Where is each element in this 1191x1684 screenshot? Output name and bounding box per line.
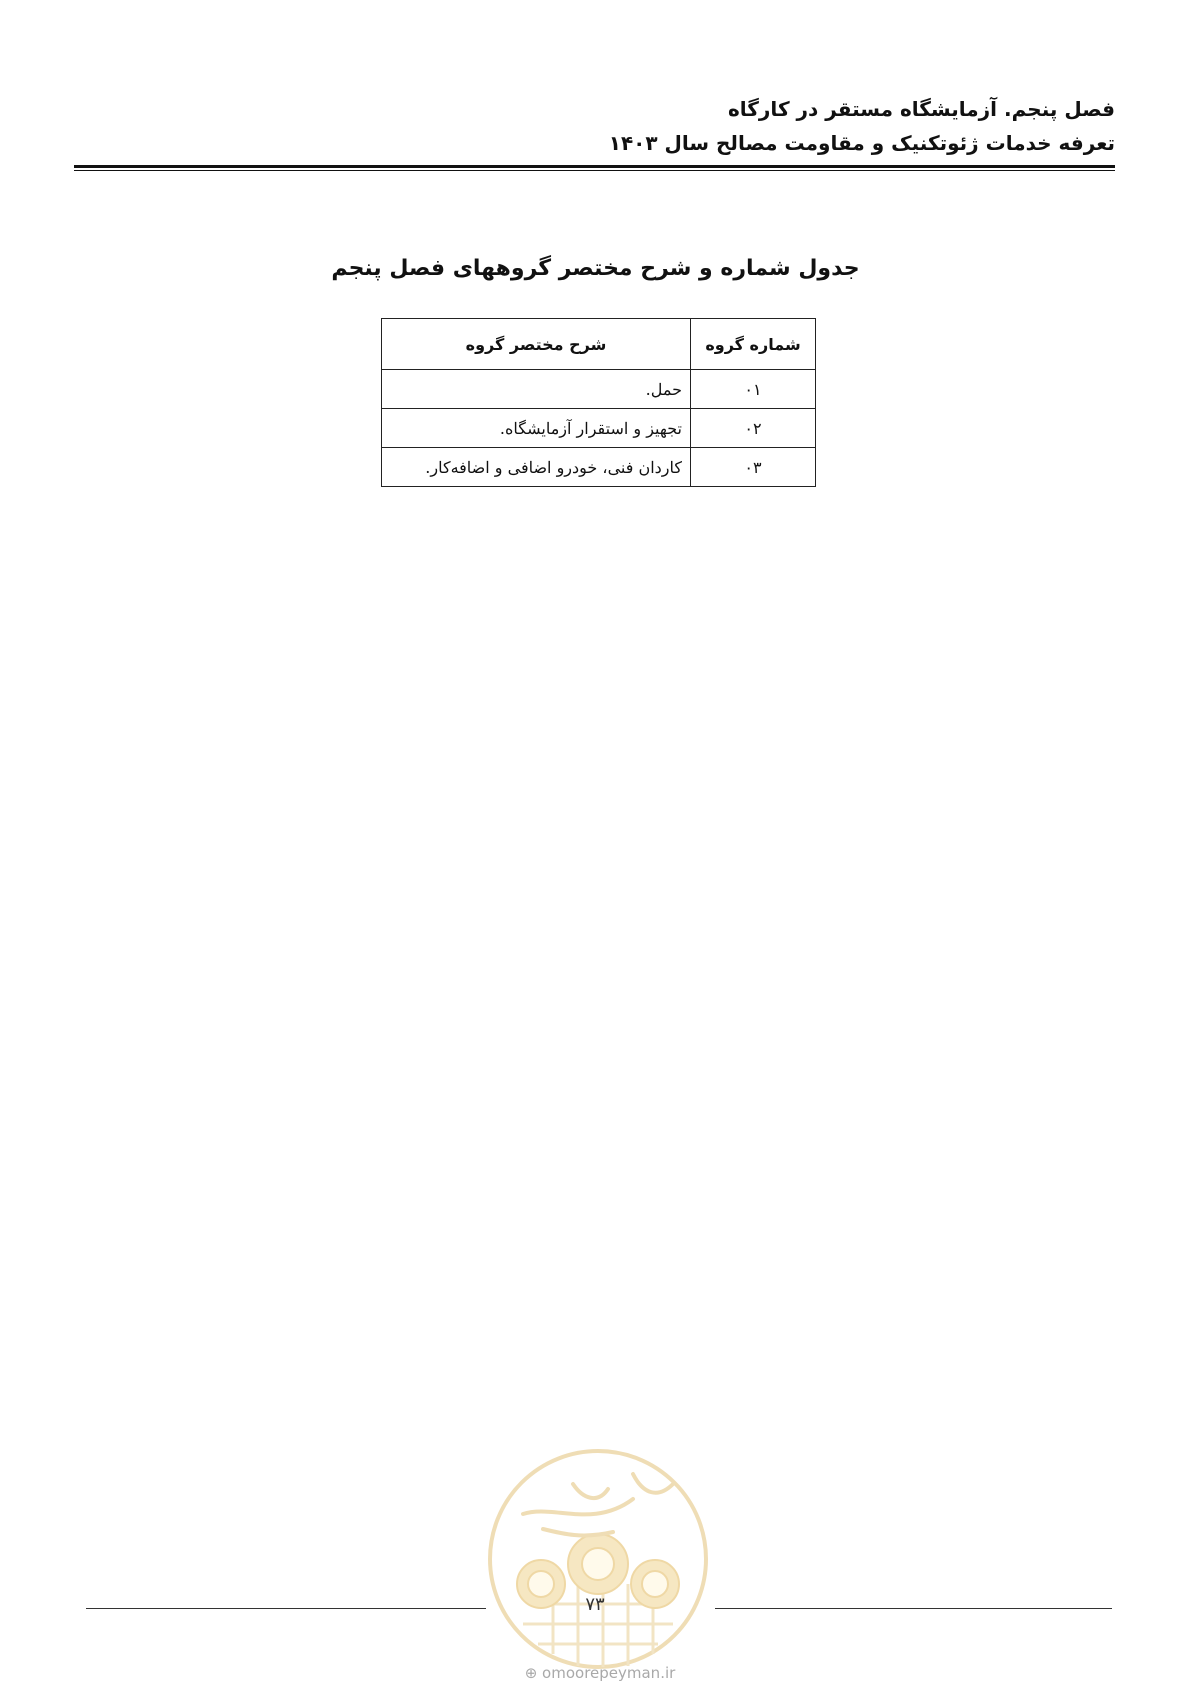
header-divider-thick <box>74 165 1115 168</box>
footer-divider-left <box>86 1608 486 1609</box>
chapter-title: فصل پنجم. آزمایشگاه مستقر در کارگاه <box>727 97 1115 121</box>
table-header-row <box>382 319 816 370</box>
group-description: کاردان فنی، خودرو اضافی و اضافه‌کار. <box>382 448 691 487</box>
table-row <box>382 409 816 448</box>
group-number: ۰۱ <box>691 370 816 409</box>
globe-icon: ⊕ <box>524 1664 538 1682</box>
group-description: حمل. <box>382 370 691 409</box>
group-number: ۰۳ <box>691 448 816 487</box>
watermark-url <box>480 1664 720 1682</box>
column-header-description: شرح مختصر گروه <box>382 319 691 370</box>
footer-divider-right <box>715 1608 1112 1609</box>
group-number: ۰۲ <box>691 409 816 448</box>
header-divider-thin <box>74 170 1115 171</box>
document-title: تعرفه خدمات ژئوتکنیک و مقاومت مصالح سال ۱۴۰۳ <box>608 131 1115 155</box>
watermark-logo-icon <box>483 1444 713 1674</box>
table-row <box>382 370 816 409</box>
watermark-url-text: omoorepeyman.ir <box>542 1664 676 1682</box>
page-number: ۷۳ <box>585 1594 605 1615</box>
groups-table <box>381 318 816 487</box>
table-row <box>382 448 816 487</box>
page-header <box>75 92 1115 160</box>
group-description: تجهیز و استقرار آزمایشگاه. <box>382 409 691 448</box>
table-title: جدول شماره و شرح مختصر گروههای فصل پنجم <box>331 256 860 281</box>
column-header-number: شماره گروه <box>691 319 816 370</box>
